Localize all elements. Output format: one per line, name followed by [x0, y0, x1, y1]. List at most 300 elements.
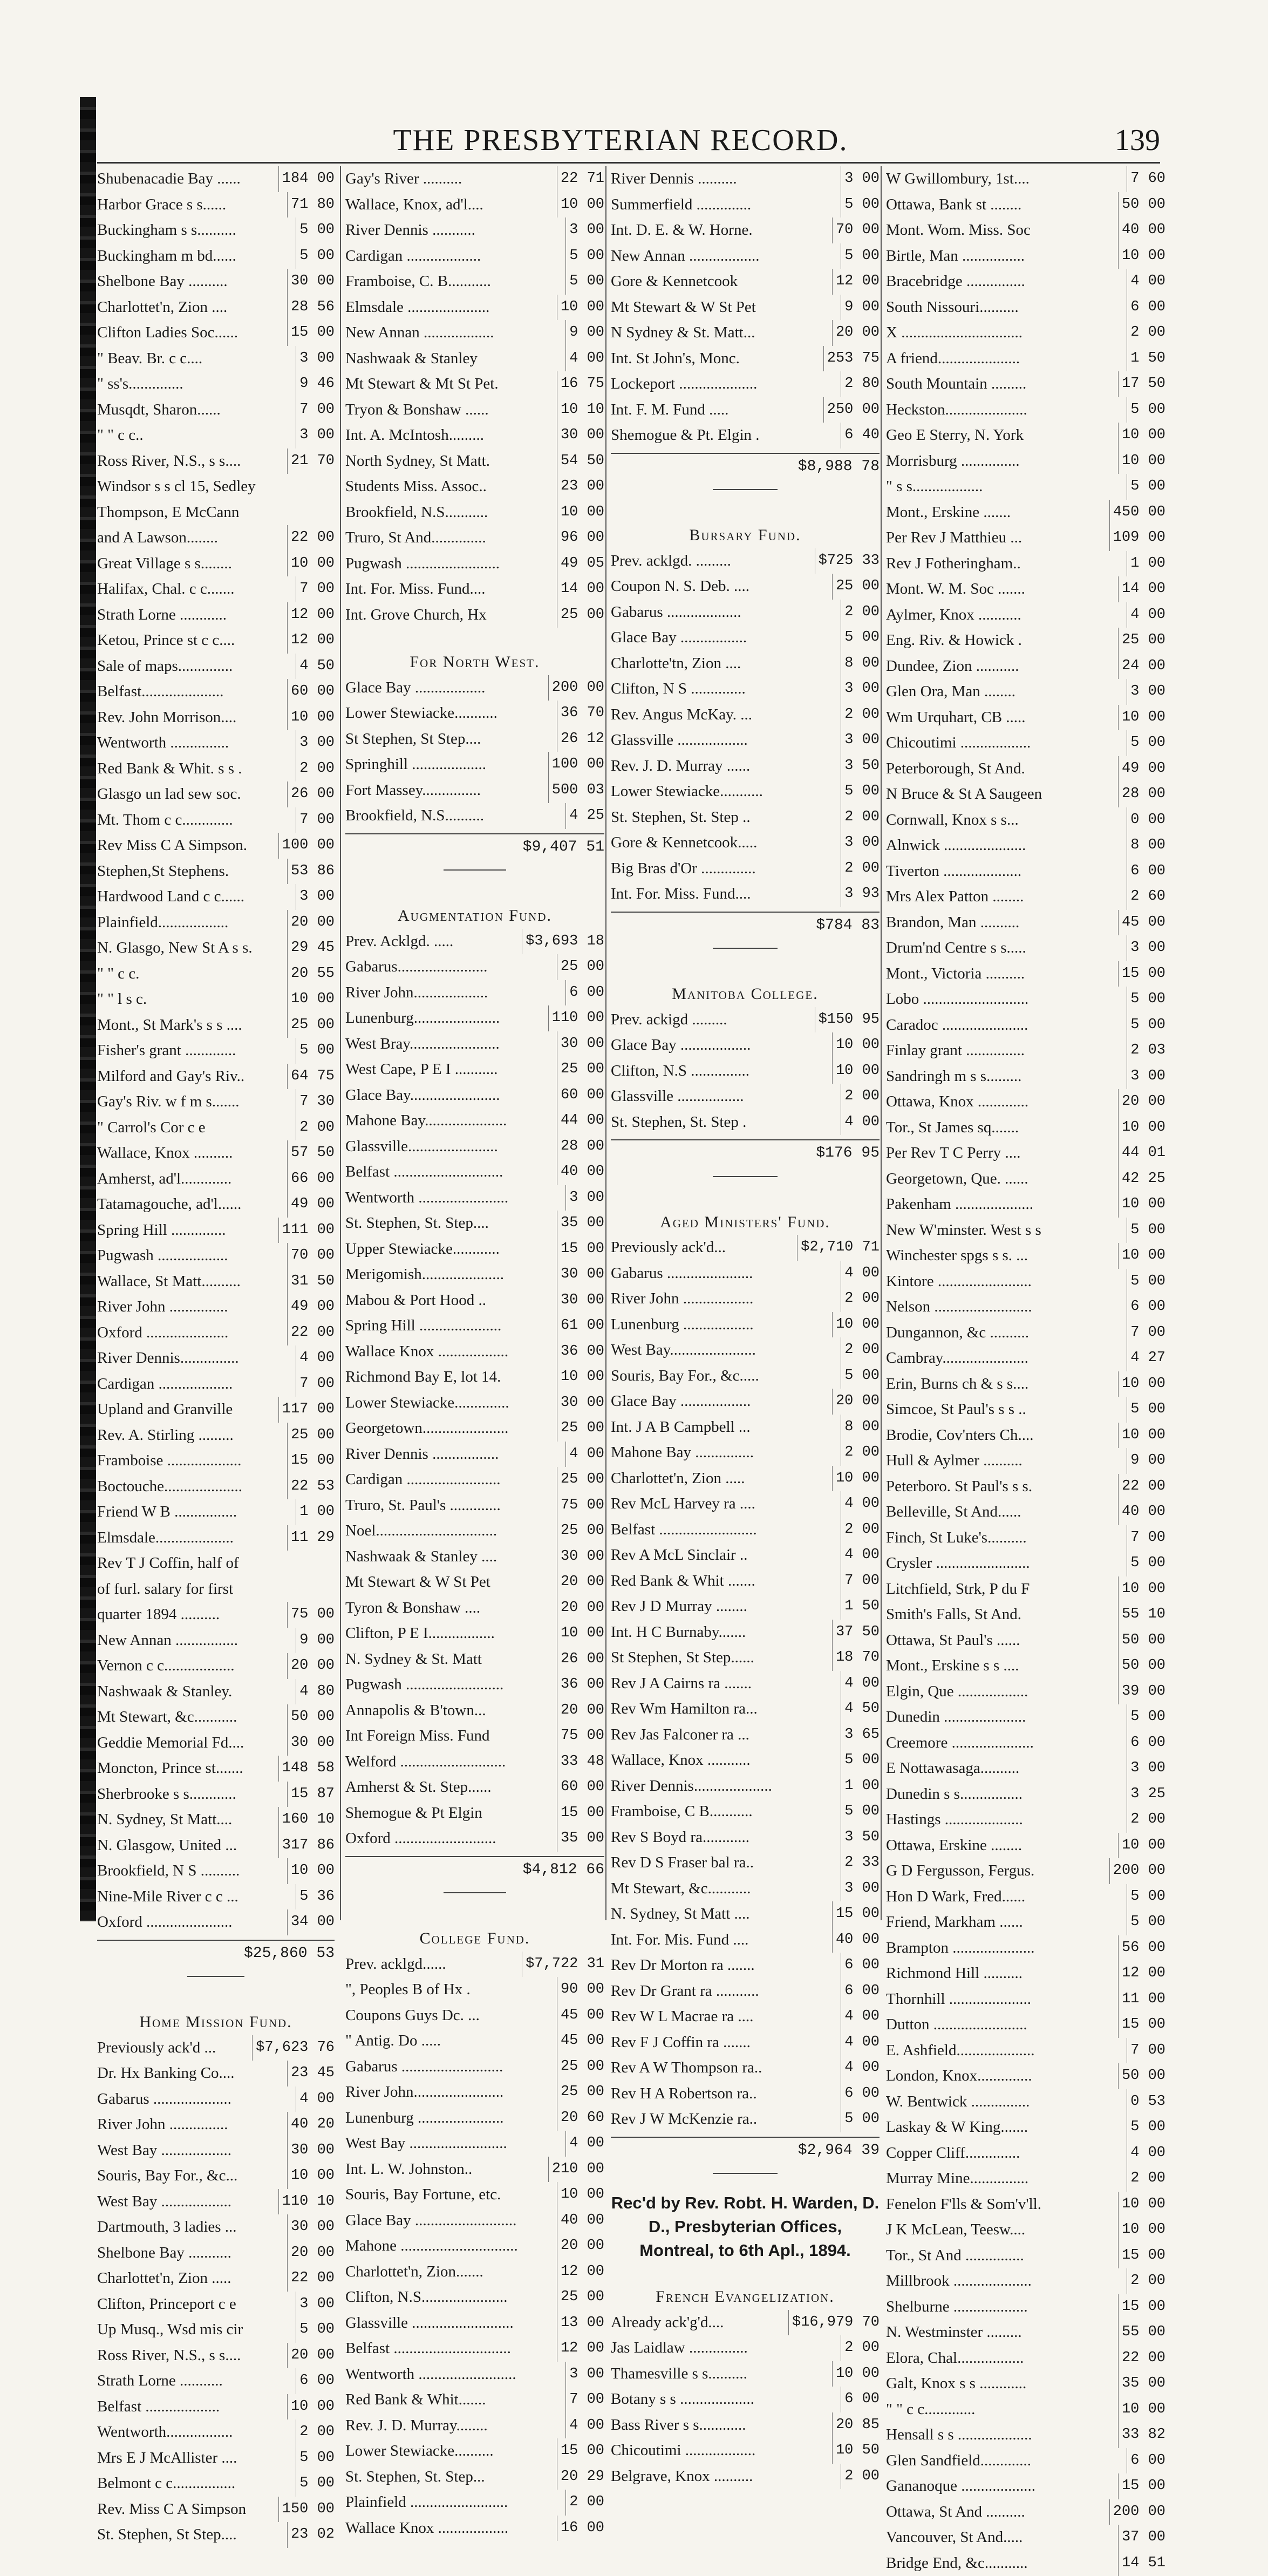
- entry-name: Pugwash ........................: [345, 551, 555, 577]
- ledger-entry: [611, 1773, 880, 1799]
- entry-name: St. Stephen, St. Step...: [345, 2464, 555, 2490]
- entry-name: Charlottet'n, Zion ....: [97, 295, 285, 321]
- entry-name: Nashwaak & Stanley.: [97, 1679, 294, 1705]
- ledger-entry: [886, 1961, 1165, 1987]
- entry-amount: 5 00: [1127, 1269, 1165, 1295]
- entry-amount: 4 00: [841, 2055, 880, 2081]
- entry-name: London, Knox..............: [886, 2063, 1116, 2089]
- entry-amount: 3 00: [1127, 679, 1165, 705]
- entry-name: Mahone Bay ...............: [611, 1440, 838, 1466]
- entry-amount: 22 00: [287, 2266, 335, 2292]
- ledger-entry: [886, 756, 1165, 782]
- ledger-entry: [886, 1602, 1165, 1628]
- entry-amount: 2 00: [841, 2464, 880, 2490]
- entry-amount: 253 75: [823, 346, 880, 372]
- entry-amount: 148 58: [278, 1756, 335, 1782]
- ledger-entry: [611, 192, 880, 218]
- header-rule: [97, 162, 1160, 164]
- entry-amount: 25 00: [557, 1057, 604, 1083]
- entry-name: Ketou, Prince st c c....: [97, 628, 285, 654]
- entry-amount: 15 00: [832, 1901, 880, 1927]
- entry-amount: 3 00: [565, 218, 604, 243]
- ledger-entry: [886, 1679, 1165, 1705]
- entry-name: Harbor Grace s s......: [97, 192, 285, 218]
- entry-name: Spring Hill .....................: [345, 1313, 555, 1339]
- ledger-entry: [97, 2214, 335, 2240]
- ledger-entry: [886, 1243, 1165, 1269]
- entry-amount: 50 00: [1118, 192, 1165, 218]
- entry-name: River John ...............: [97, 1294, 285, 1320]
- entry-name: Milford and Gay's Riv..: [97, 1064, 285, 1090]
- entry-amount: 53 86: [287, 859, 335, 885]
- entry-name: ", Peoples B of Hx .: [345, 1977, 555, 2003]
- entry-amount: 70 00: [287, 1243, 335, 1269]
- entry-name: Ottawa, Knox .............: [886, 1089, 1116, 1115]
- entry-amount: 18 70: [832, 1645, 880, 1671]
- entry-name: Glassville.......................: [345, 1134, 555, 1160]
- entry-amount: 3 00: [565, 2362, 604, 2388]
- entry-name: Botany s s ...................: [611, 2387, 838, 2412]
- entry-name: quarter 1894 ..........: [97, 1602, 285, 1628]
- ledger-entry: [886, 935, 1165, 961]
- entry-amount: 14 00: [1118, 576, 1165, 602]
- entry-amount: 210 00: [548, 2157, 604, 2183]
- entry-name: Pugwash .........................: [345, 1672, 555, 1698]
- entry-name: Winchester spgs s s. ...: [886, 1243, 1116, 1269]
- entry-name: Tyron & Bonshaw ....: [345, 1595, 555, 1621]
- entry-name: Belgrave, Knox ..........: [611, 2464, 838, 2490]
- ledger-entry: [886, 2192, 1165, 2218]
- entry-amount: 39 00: [1118, 1679, 1165, 1705]
- entry-amount: 2 00: [1127, 1807, 1165, 1833]
- ledger-entry: [611, 881, 880, 907]
- fund-total: [611, 453, 880, 480]
- entry-amount: 5 00: [841, 192, 880, 218]
- entry-name: Vernon c c..................: [97, 1653, 285, 1679]
- entry-amount: $3,693 18: [522, 929, 604, 955]
- entry-name: W. Bentwick ...............: [886, 2089, 1124, 2115]
- ledger-entry: [345, 2157, 604, 2183]
- ledger-entry: [97, 1884, 335, 1910]
- ledger-entry: [611, 600, 880, 626]
- ledger-entry: [345, 929, 604, 955]
- ledger-entry: [611, 2030, 880, 2056]
- entry-amount: 4 00: [1127, 2140, 1165, 2166]
- entry-amount: 50 00: [1118, 1653, 1165, 1679]
- page-binding-edge: [80, 97, 96, 1921]
- entry-name: Coupon N. S. Deb. ....: [611, 574, 830, 600]
- entry-name: " " c c..: [97, 423, 294, 448]
- entry-name: Springhill ...................: [345, 752, 546, 778]
- entry-name: Clifton, Princeport c e: [97, 2292, 294, 2317]
- entry-amount: 5 00: [841, 1799, 880, 1825]
- ledger-entry: [345, 1647, 604, 1673]
- entry-amount: 7 00: [1127, 2038, 1165, 2064]
- entry-name: Nashwaak & Stanley ....: [345, 1544, 555, 1570]
- ledger-entry: [97, 935, 335, 961]
- entry-name: Rev J W McKenzie ra..: [611, 2106, 838, 2132]
- entry-name: Fenelon F'lls & Som'v'll.: [886, 2192, 1116, 2218]
- total-amount: $4,812 66: [523, 1857, 604, 1883]
- entry-amount: 25 00: [557, 954, 604, 980]
- entry-amount: 60 00: [557, 1775, 604, 1800]
- entry-name: Rev W L Macrae ra ....: [611, 2004, 838, 2030]
- entry-name: Belmont c c................: [97, 2471, 294, 2497]
- ledger-entry: [97, 576, 335, 602]
- entry-amount: 64 75: [287, 1064, 335, 1090]
- entry-amount: 10 00: [287, 2394, 335, 2420]
- entry-amount: 10 00: [557, 1364, 604, 1390]
- ledger-entry: [97, 1320, 335, 1346]
- ledger-entry: [345, 675, 604, 701]
- ledger-entry: [611, 779, 880, 805]
- entry-name: River Dennis ..........: [611, 166, 838, 192]
- entry-name: " Carrol's Cor c e: [97, 1115, 294, 1141]
- fund-total: [97, 1940, 335, 1967]
- ledger-entry: [345, 2105, 604, 2131]
- ledger-entry: [886, 1987, 1165, 2013]
- entry-name: Brookfield, N S ..........: [97, 1858, 285, 1884]
- ledger-entry: [345, 1493, 604, 1519]
- entry-name: Prev. ackigd .........: [611, 1007, 813, 1033]
- entry-amount: 15 00: [287, 320, 335, 346]
- entry-name: Glen Ora, Man ........: [886, 679, 1124, 705]
- entry-amount: 20 00: [557, 1595, 604, 1621]
- entry-name: N Bruce & St A Saugeen: [886, 781, 1116, 807]
- entry-name: Shemogue & Pt. Elgin .: [611, 423, 838, 448]
- ledger-entry: [611, 1799, 880, 1825]
- entry-amount: 66 00: [287, 1166, 335, 1192]
- entry-name: Amherst, ad'l.............: [97, 1166, 285, 1192]
- entry-amount: 3 50: [841, 753, 880, 779]
- entry-amount: 5 00: [841, 243, 880, 269]
- ledger-entry: [97, 243, 335, 269]
- entry-amount: 22 00: [287, 525, 335, 551]
- entry-amount: 250 00: [823, 397, 880, 423]
- entry-name: Int. For. Miss. Fund....: [611, 881, 838, 907]
- total-amount: $176 95: [816, 1140, 880, 1166]
- entry-amount: 12 00: [557, 2336, 604, 2362]
- ledger-entry: [886, 166, 1165, 192]
- entry-amount: 40 00: [1118, 1499, 1165, 1525]
- ledger-entry: [886, 1576, 1165, 1602]
- ledger-entry: [886, 1448, 1165, 1474]
- entry-name: Clifton, N S ..............: [611, 676, 838, 702]
- ledger-entry: [97, 807, 335, 833]
- entry-name: Coupons Guys Dc. ...: [345, 2003, 555, 2029]
- ledger-entry: [886, 2397, 1165, 2423]
- entry-amount: 75 00: [287, 1602, 335, 1628]
- ledger-entry: [345, 1723, 604, 1749]
- ledger-entry: [97, 346, 335, 372]
- entry-name: West Cape, P E I ...........: [345, 1057, 555, 1083]
- ledger-entry: [886, 730, 1165, 756]
- fund-total: [345, 833, 604, 860]
- ledger-entry: [345, 1262, 604, 1288]
- entry-amount: 10 00: [1118, 2397, 1165, 2423]
- entry-name: Rev. Angus McKay. ...: [611, 702, 838, 728]
- entry-name: Thamesville s s..........: [611, 2361, 830, 2387]
- entry-amount: 24 00: [1118, 654, 1165, 679]
- entry-name: Peterborough, St And.: [886, 756, 1116, 782]
- entry-name: Wallace, St Matt..........: [97, 1269, 285, 1295]
- entry-amount: 2 60: [1127, 884, 1165, 910]
- entry-name: River John...................: [345, 980, 563, 1006]
- entry-name: Int Foreign Miss. Fund: [345, 1723, 555, 1749]
- ledger-entry: [886, 628, 1165, 654]
- entry-name: N. Sydney, St Matt....: [97, 1807, 276, 1833]
- section-separator: [611, 938, 880, 960]
- ledger-entry: [611, 856, 880, 882]
- entry-amount: 44 00: [557, 1108, 604, 1134]
- column-4: [881, 166, 1165, 1920]
- entry-amount: 25 00: [557, 2285, 604, 2310]
- entry-name: N. Westminster .........: [886, 2320, 1116, 2346]
- entry-name: Hastings ....................: [886, 1807, 1124, 1833]
- entry-name: Int. St John's, Monc.: [611, 346, 821, 372]
- ledger-entry: [345, 1313, 604, 1339]
- entry-name: Stephen,St Stephens.: [97, 859, 285, 885]
- entry-name: Birtle, Man ................: [886, 243, 1116, 269]
- ledger-entry: [886, 397, 1165, 423]
- ledger-entry: [345, 1057, 604, 1083]
- ledger-entry: [886, 1551, 1165, 1576]
- entry-name: Rev T J Coffin, half of: [97, 1551, 335, 1576]
- ledger-entry: [345, 1288, 604, 1314]
- entry-amount: 5 00: [565, 269, 604, 295]
- ledger-entry: [611, 2055, 880, 2081]
- ledger-entry: [345, 1083, 604, 1109]
- ledger-entry: [611, 1825, 880, 1851]
- ledger-entry: [886, 1012, 1165, 1038]
- entry-name: Belleville, St And......: [886, 1499, 1116, 1525]
- entry-name: Mahone Bay.....................: [345, 1108, 555, 1134]
- ledger-entry: [611, 1979, 880, 2004]
- entry-amount: 20 00: [287, 1653, 335, 1679]
- entry-name: Tor., St And ...............: [886, 2243, 1116, 2269]
- entry-amount: 33 82: [1118, 2422, 1165, 2448]
- ledger-entry: [97, 2471, 335, 2497]
- entry-amount: 200 00: [548, 675, 604, 701]
- entry-name: Shemogue & Pt Elgin: [345, 1800, 555, 1826]
- ledger-entry: [97, 884, 335, 910]
- entry-name: River Dennis....................: [611, 1773, 838, 1799]
- entry-amount: 3 00: [1127, 1064, 1165, 1090]
- entry-name: Annapolis & B'town...: [345, 1698, 555, 1724]
- entry-name: Gananoque ...................: [886, 2473, 1116, 2499]
- entry-name: Noel...............................: [345, 1518, 555, 1544]
- entry-name: Bass River s s............: [611, 2412, 830, 2438]
- entry-name: N. Sydney & St. Matt: [345, 1647, 555, 1673]
- entry-name: Truro, St And..............: [345, 525, 555, 551]
- entry-amount: 5 00: [565, 243, 604, 269]
- entry-name: Ottawa, Erskine ........: [886, 1833, 1116, 1859]
- ledger-entry: [886, 218, 1165, 243]
- entry-amount: 10 00: [832, 2361, 880, 2387]
- ledger-entry: [345, 397, 604, 423]
- section-separator: [611, 479, 880, 501]
- entry-amount: 500 03: [548, 778, 604, 804]
- entry-amount: 5 00: [1127, 1012, 1165, 1038]
- ledger-entry: [345, 2003, 604, 2029]
- entry-name: Elora, Chal.................: [886, 2346, 1116, 2371]
- entry-amount: 10 00: [1118, 1833, 1165, 1859]
- ledger-entry: [886, 2089, 1165, 2115]
- ledger-entry: [886, 705, 1165, 731]
- entry-amount: 26 00: [557, 1647, 604, 1673]
- ledger-entry: [345, 166, 604, 192]
- ledger-entry: [886, 2448, 1165, 2474]
- entry-amount: 15 00: [557, 1236, 604, 1262]
- entry-name: Prev. acklgd. .........: [611, 548, 813, 574]
- entry-amount: 6 00: [1127, 1730, 1165, 1756]
- ledger-entry: [97, 1345, 335, 1371]
- entry-name: Spring Hill ..............: [97, 1218, 276, 1243]
- ledger-entry: [611, 728, 880, 753]
- ledger-entry: [611, 1312, 880, 1338]
- entry-name: Upland and Granville: [97, 1397, 276, 1423]
- entry-name: Int. For. Mis. Fund ....: [611, 1927, 830, 1953]
- entry-amount: 2 00: [841, 1337, 880, 1363]
- entry-amount: 13 00: [557, 2310, 604, 2336]
- ledger-entry: [97, 2317, 335, 2343]
- fund-heading: Augmentation Fund.: [345, 903, 604, 929]
- ledger-entry: [886, 346, 1165, 372]
- entry-name: X ...............................: [886, 320, 1124, 346]
- ledger-entry: [97, 1576, 335, 1602]
- ledger-entry: [97, 1243, 335, 1269]
- entry-name: River John ...............: [97, 2112, 285, 2138]
- entry-name: Glace Bay .................: [611, 625, 838, 651]
- entry-name: Glassville .................: [611, 1084, 838, 1110]
- entry-amount: 55 00: [1118, 2320, 1165, 2346]
- entry-name: N. Glasgo, New St A s s.: [97, 935, 285, 961]
- entry-name: Lunenburg ..................: [611, 1312, 830, 1338]
- entry-amount: 49 05: [557, 551, 604, 577]
- entry-name: Wallace, Knox, ad'l....: [345, 192, 555, 218]
- ledger-entry: [345, 752, 604, 778]
- entry-amount: 50 00: [1118, 2063, 1165, 2089]
- entry-amount: 26 12: [557, 726, 604, 752]
- entry-amount: 25 00: [557, 2079, 604, 2105]
- ledger-entry: [886, 1782, 1165, 1807]
- ledger-entry: [345, 2336, 604, 2362]
- ledger-entry: [886, 1166, 1165, 1192]
- entry-amount: 36 70: [557, 701, 604, 726]
- entry-name: Strath Lorne ...........: [97, 2368, 294, 2394]
- entry-name: Musqdt, Sharon......: [97, 397, 294, 423]
- entry-amount: 25 00: [287, 1012, 335, 1038]
- ledger-entry: [345, 1390, 604, 1416]
- entry-amount: 1 00: [841, 1773, 880, 1799]
- entry-amount: 55 10: [1118, 1602, 1165, 1628]
- entry-name: Crysler ........................: [886, 1551, 1124, 1576]
- ledger-entry: [97, 1038, 335, 1064]
- entry-amount: 12 00: [557, 2259, 604, 2285]
- entry-name: Nine-Mile River c c ...: [97, 1884, 294, 1910]
- entry-amount: 25 00: [557, 602, 604, 628]
- entry-amount: 2 80: [841, 371, 880, 397]
- ledger-entry: [611, 1620, 880, 1646]
- ledger-entry: [345, 726, 604, 752]
- entry-name: Hardwood Land c c......: [97, 884, 294, 910]
- ledger-entry: [345, 803, 604, 829]
- entry-amount: 3 65: [841, 1722, 880, 1748]
- entry-name: Rev Wm Hamilton ra...: [611, 1696, 838, 1722]
- entry-amount: 1 00: [1127, 551, 1165, 577]
- entry-amount: 10 00: [1118, 1371, 1165, 1397]
- total-amount: $25,860 53: [244, 1941, 335, 1967]
- ledger-entry: [886, 1653, 1165, 1679]
- entry-amount: 70 00: [832, 218, 880, 243]
- entry-amount: 3 50: [841, 1825, 880, 1851]
- entry-amount: 5 00: [296, 2317, 335, 2343]
- entry-amount: 25 00: [832, 574, 880, 600]
- entry-name: Creemore .....................: [886, 1730, 1124, 1756]
- entry-amount: 25 00: [557, 1518, 604, 1544]
- ledger-entry: [345, 371, 604, 397]
- ledger-entry: [97, 756, 335, 782]
- entry-name: Clifton, P E I.................: [345, 1621, 555, 1647]
- ledger-entry: [886, 1218, 1165, 1243]
- ledger-entry: [97, 781, 335, 807]
- entry-name: Mt Stewart, &c...........: [611, 1876, 838, 1902]
- ledger-entry: [345, 2028, 604, 2054]
- entry-amount: 3 25: [1127, 1782, 1165, 1807]
- ledger-entry: [886, 2243, 1165, 2269]
- entry-name: Eng. Riv. & Howick .: [886, 628, 1116, 654]
- entry-name: Drum'nd Centre s s.....: [886, 935, 1124, 961]
- entry-amount: 2 00: [841, 1286, 880, 1312]
- entry-amount: 40 00: [557, 2208, 604, 2234]
- entry-name: Lower Stewiacke...........: [345, 701, 555, 726]
- entry-name: Belfast.....................: [97, 679, 285, 705]
- ledger-entry: [97, 1704, 335, 1730]
- entry-amount: 8 00: [1127, 833, 1165, 859]
- entry-name: Windsor s s cl 15, Sedley: [97, 474, 335, 500]
- entry-amount: 22 00: [1118, 1474, 1165, 1500]
- entry-amount: $16,979 70: [788, 2310, 880, 2336]
- ledger-entry: [97, 1423, 335, 1449]
- entry-name: Ross River, N.S., s s....: [97, 448, 285, 474]
- entry-name: Great Village s s........: [97, 551, 285, 577]
- entry-name: St. Stephen, St Step....: [97, 2522, 285, 2548]
- page-number: 139: [1079, 123, 1160, 158]
- ledger-entry: [611, 346, 880, 372]
- entry-name: Tatamagouche, ad'l......: [97, 1192, 285, 1218]
- ledger-entry: [611, 2106, 880, 2132]
- entry-name: Souris, Bay For., &c.....: [611, 1363, 838, 1389]
- entry-amount: 3 00: [296, 884, 335, 910]
- ledger-entry: [345, 2387, 604, 2413]
- ledger-entry: [886, 2012, 1165, 2038]
- entry-name: Litchfield, Strk, P du F: [886, 1576, 1116, 1602]
- ledger-entry: [886, 525, 1165, 551]
- entry-amount: 12 00: [1118, 1961, 1165, 1987]
- ledger-entry: [345, 448, 604, 474]
- ledger-entry: [97, 2240, 335, 2266]
- entry-amount: 4 00: [841, 1261, 880, 1287]
- ledger-entry: [886, 1269, 1165, 1295]
- entry-amount: 96 00: [557, 525, 604, 551]
- ledger-entry: [97, 1166, 335, 1192]
- ledger-entry: [345, 980, 604, 1006]
- entry-name: Brodie, Cov'nters Ch....: [886, 1423, 1116, 1449]
- entry-name: Halifax, Chal. c c.......: [97, 576, 294, 602]
- entry-amount: 33 48: [557, 1749, 604, 1775]
- entry-name: New Annan ..................: [345, 320, 563, 346]
- entry-name: Friend, Markham ......: [886, 1909, 1124, 1935]
